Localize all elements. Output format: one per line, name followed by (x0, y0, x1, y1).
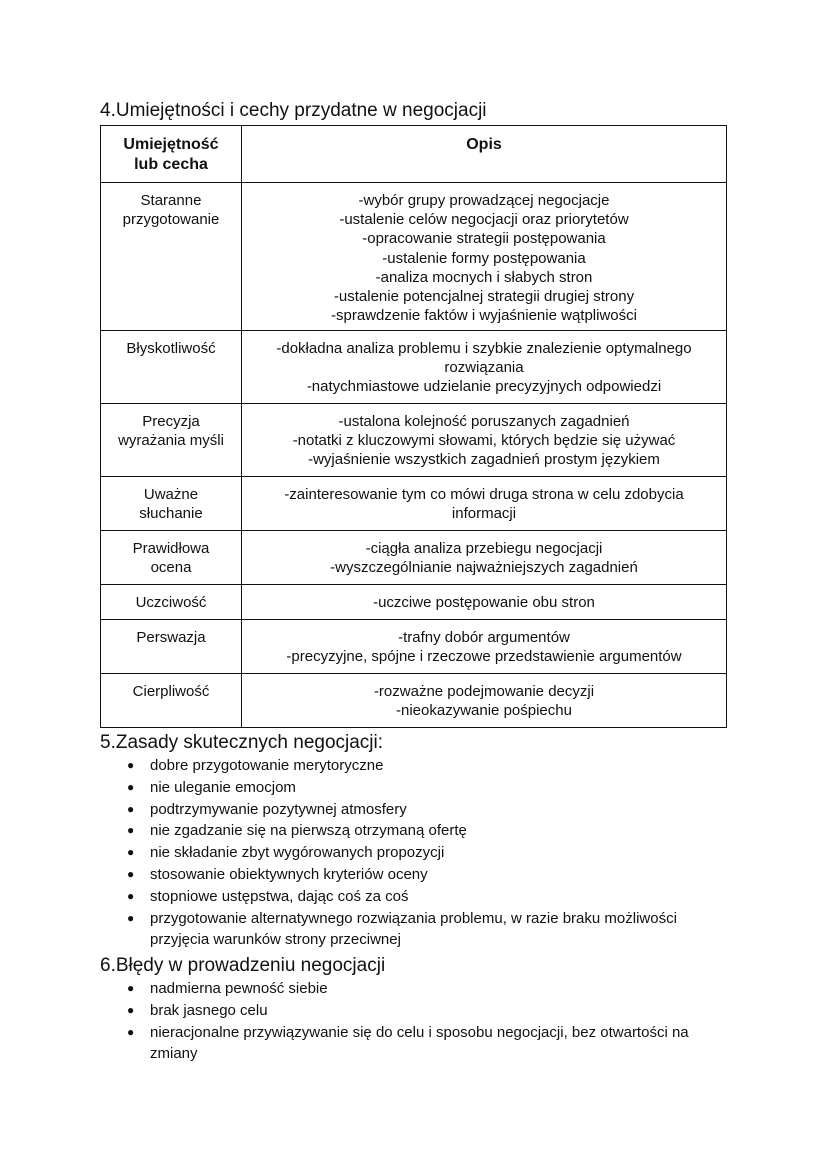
description-line: -precyzyjne, spójne i rzeczowe przedstawienie argumentów (286, 648, 682, 666)
list-item-text: nie składanie zbyt wygórowanych propozycji (150, 844, 445, 862)
bullet-icon: ● (127, 758, 135, 772)
trait-text: Cierpliwość (132, 683, 210, 700)
description-line: -ustalona kolejność poruszanych zagadnień (338, 413, 630, 430)
principle-item (100, 777, 740, 799)
list-item-text: nie zgadzanie się na pierwszą otrzymaną ofertę (150, 822, 467, 840)
description-cell (242, 404, 727, 477)
mistake-item (100, 1000, 740, 1022)
principles-list (100, 755, 740, 951)
bullet-icon: ● (127, 866, 135, 881)
header-trait-line-2: lub cecha (134, 156, 208, 173)
trait-text: Prawidłowa (132, 540, 210, 557)
description-line: -analiza mocnych i słabych stron (375, 268, 593, 286)
trait-text: Precyzja (142, 413, 200, 430)
trait-cell (101, 404, 242, 477)
principle-item (100, 755, 740, 777)
bullet-icon: ● (127, 845, 135, 860)
list-item-text: stopniowe ustępstwa, dając coś za coś (150, 887, 409, 905)
header-trait-line-1: Umiejętność (123, 136, 219, 153)
bullet-icon: ● (127, 823, 135, 838)
description-line: -wybór grupy prowadzącej negocjacje (358, 192, 610, 209)
header-description-label: Opis (466, 136, 502, 153)
bullet-icon: ● (127, 1002, 135, 1017)
bullet-icon: ● (127, 1024, 135, 1039)
section-4-heading: 4.Umiejętności i cechy przydatne w negocjacji (100, 100, 487, 121)
trait-text: Błyskotliwość (126, 340, 216, 357)
section-5-heading: 5.Zasady skutecznych negocjacji: (100, 732, 384, 753)
table-row (101, 620, 727, 674)
trait-text: Staranne (140, 192, 202, 209)
trait-text: słuchanie (139, 505, 203, 523)
section-6-heading: 6.Błędy w prowadzeniu negocjacji (100, 955, 386, 976)
bullet-icon: ● (127, 779, 135, 794)
list-item-text: przygotowanie alternatywnego rozwiązania problemu, w razie braku możliwości przyjęcia warunków strony przeciwnej (150, 909, 677, 949)
trait-cell (101, 531, 242, 585)
bullet-icon: ● (127, 910, 135, 925)
trait-text: przygotowanie (122, 211, 220, 229)
trait-cell (101, 585, 242, 620)
bullet-icon: ● (127, 888, 135, 903)
description-line: -trafny dobór argumentów (398, 629, 570, 646)
description-line: -rozważne podejmowanie decyzji (373, 683, 595, 700)
trait-cell (101, 620, 242, 674)
trait-text: wyrażania myśli (118, 432, 224, 450)
list-item-text: nieracjonalne przywiązywanie się do celu i sposobu negocjacji, bez otwartości na zmiany (150, 1023, 689, 1063)
list-item-text: podtrzymywanie pozytywnej atmosfery (150, 800, 407, 818)
trait-text: Uważne (143, 486, 199, 503)
principle-item (100, 799, 740, 821)
description-line: rozwiązania (444, 359, 524, 377)
description-line: -sprawdzenie faktów i wyjaśnienie wątpliwości (331, 307, 637, 325)
list-item-text: nie uleganie emocjom (150, 778, 296, 796)
description-line: -natychmiastowe udzielanie precyzyjnych odpowiedzi (306, 378, 662, 396)
description-line: -wyjaśnienie wszystkich zagadnień prostym językiem (308, 451, 660, 469)
table-body (101, 183, 727, 728)
description-line: -ciągła analiza przebiegu negocjacji (365, 540, 603, 557)
principle-item (100, 908, 740, 952)
description-cell (242, 674, 727, 728)
description-line: -zainteresowanie tym co mówi druga strona w celu zdobycia (284, 486, 684, 503)
description-line: -nieokazywanie pośpiechu (396, 702, 572, 720)
principle-item (100, 842, 740, 864)
list-item-text: brak jasnego celu (150, 1001, 268, 1019)
description-line: -ustalenie potencjalnej strategii drugiej strony (333, 288, 635, 306)
list-item-text: nadmierna pewność siebie (150, 980, 328, 997)
trait-cell (101, 183, 242, 331)
bullet-icon: ● (127, 801, 135, 816)
description-line: -notatki z kluczowymi słowami, których będzie się używać (292, 432, 676, 450)
table-row (101, 585, 727, 620)
description-line: -ustalenie formy postępowania (382, 249, 586, 267)
table-row (101, 674, 727, 728)
mistake-item (100, 978, 740, 1000)
header-trait (101, 126, 242, 183)
table-row (101, 531, 727, 585)
trait-text: Uczciwość (135, 594, 207, 611)
trait-cell (101, 331, 242, 404)
header-description (242, 126, 727, 183)
principle-item (100, 886, 740, 908)
mistakes-list (100, 978, 740, 1065)
trait-cell (101, 674, 242, 728)
skills-table (100, 125, 727, 728)
description-cell (242, 331, 727, 404)
description-cell (242, 183, 727, 331)
description-line: informacji (451, 505, 517, 523)
table-row (101, 477, 727, 531)
trait-text: ocena (150, 559, 192, 577)
principle-item (100, 820, 740, 842)
list-item-text: dobre przygotowanie merytoryczne (150, 757, 384, 774)
list-item-text: stosowanie obiektywnych kryteriów oceny (150, 865, 428, 883)
description-line: -dokładna analiza problemu i szybkie znalezienie optymalnego (276, 340, 692, 357)
trait-text: Perswazja (136, 629, 206, 646)
description-line: -opracowanie strategii postępowania (362, 230, 606, 248)
description-cell (242, 585, 727, 620)
description-cell (242, 531, 727, 585)
description-line: -uczciwe postępowanie obu stron (373, 594, 595, 611)
description-line: -wyszczególnianie najważniejszych zagadnień (330, 559, 638, 577)
principle-item (100, 864, 740, 886)
description-line: -ustalenie celów negocjacji oraz priorytetów (339, 211, 629, 229)
table-row (101, 331, 727, 404)
table-row (101, 404, 727, 477)
description-cell (242, 620, 727, 674)
bullet-icon: ● (127, 981, 135, 995)
description-cell (242, 477, 727, 531)
trait-cell (101, 477, 242, 531)
table-row (101, 183, 727, 331)
table-header-row (101, 126, 727, 183)
mistake-item (100, 1022, 740, 1066)
